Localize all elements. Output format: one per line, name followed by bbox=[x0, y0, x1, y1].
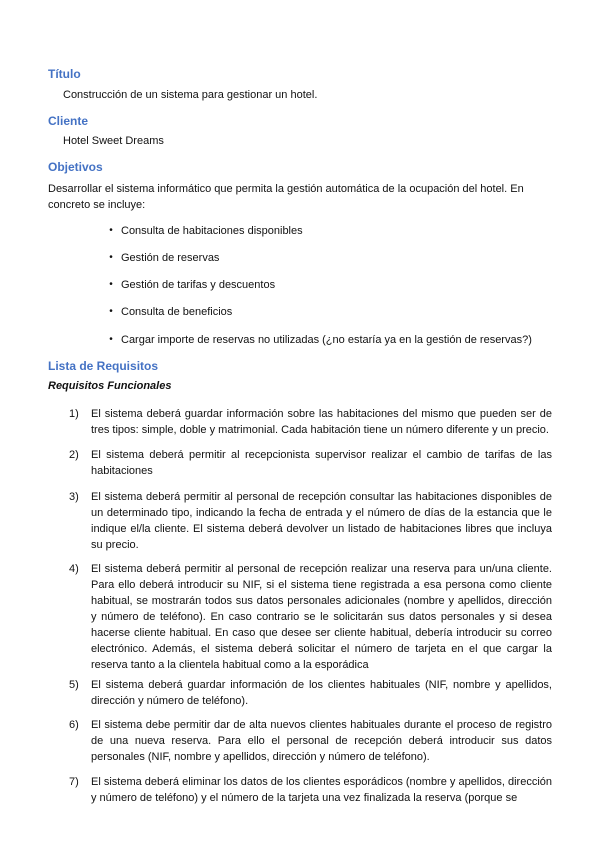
requisito-number: 2) bbox=[69, 449, 79, 461]
titulo-heading: Título bbox=[48, 67, 81, 81]
bullet-marker: • bbox=[109, 334, 113, 345]
requisito-text: El sistema deberá permitir al personal de recepción realizar una reserva para un/una cliente. Para ello deberá introducir su NIF, si el sistema tiene registrada a esa persona como cliente habitual, se mostrarán todos sus datos personales adicionales (nombre y apellidos, dirección y número de teléfono). En caso contrario se le solicitarán sus datos personales y si desea hacerse cliente habitual. En caso que desee ser cliente habitual, debería introducir su correo electrónico. Además, el sistema deberá solicitar el número de tarjeta en el que cargar la reserva tanto a la clientela habitual como a la esporádica bbox=[91, 563, 552, 671]
requisito-text: El sistema deberá guardar información de los clientes habituales (NIF, nombre y apellidos, dirección y número de teléfono). bbox=[91, 679, 552, 707]
objetivo-item: Gestión de reservas bbox=[121, 252, 220, 264]
requisito-number: 6) bbox=[69, 719, 79, 731]
requisitos-subheading: Requisitos Funcionales bbox=[48, 380, 172, 392]
requisito-text: El sistema deberá permitir al recepcionista supervisor realizar el cambio de tarifas de las habitaciones bbox=[91, 449, 552, 477]
bullet-marker: • bbox=[109, 225, 113, 236]
requisito-text: El sistema debe permitir dar de alta nuevos clientes habituales durante el proceso de registro de una nueva reserva. Para ello el personal de recepción deberá introducir sus datos personales (NIF, nombre y apellidos, dirección y número de teléfono). bbox=[91, 719, 552, 763]
cliente-heading: Cliente bbox=[48, 114, 89, 128]
objetivos-intro: Desarrollar el sistema informático que permita la gestión automática de la ocupación del hotel. En concreto se incluye: bbox=[48, 183, 524, 211]
requisitos-heading: Lista de Requisitos bbox=[48, 359, 159, 373]
cliente-text: Hotel Sweet Dreams bbox=[63, 135, 164, 147]
requisito-text: El sistema deberá eliminar los datos de los clientes esporádicos (nombre y apellidos, dirección y número de teléfono) y el número de la tarjeta una vez finalizada la reserva (porque se bbox=[91, 776, 553, 804]
bullet-marker: • bbox=[109, 279, 113, 290]
objetivo-item: Gestión de tarifas y descuentos bbox=[121, 279, 276, 291]
objetivo-item: Consulta de beneficios bbox=[121, 306, 233, 318]
objetivo-item: Consulta de habitaciones disponibles bbox=[121, 225, 303, 237]
requisito-text: El sistema deberá guardar información sobre las habitaciones del mismo que pueden ser de tres tipos: simple, doble y matrimonial. Cada habitación tiene un número diferente y un precio. bbox=[91, 408, 552, 436]
requisito-number: 1) bbox=[69, 408, 79, 420]
requisito-number: 7) bbox=[69, 776, 79, 788]
bullet-marker: • bbox=[109, 306, 113, 317]
objetivos-heading: Objetivos bbox=[48, 160, 103, 174]
requisito-number: 4) bbox=[69, 563, 79, 575]
requisito-number: 5) bbox=[69, 679, 79, 691]
bullet-marker: • bbox=[109, 252, 113, 263]
titulo-text: Construcción de un sistema para gestionar un hotel. bbox=[63, 89, 318, 101]
requisito-text: El sistema deberá permitir al personal de recepción consultar las habitaciones disponibles de un determinado tipo, indicando la fecha de entrada y el número de días de la estancia que le indique el/la cliente. El sistema deberá devolver un listado de habitaciones libres que incluya su precio. bbox=[91, 491, 552, 551]
objetivo-item: Cargar importe de reservas no utilizadas (¿no estaría ya en la gestión de reservas?) bbox=[121, 334, 532, 346]
requisito-number: 3) bbox=[69, 491, 79, 503]
